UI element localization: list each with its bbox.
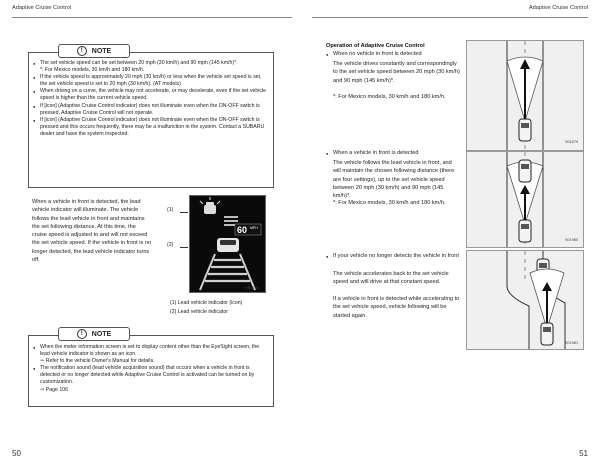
note-2-title: NOTE <box>91 330 112 338</box>
section-1-body: The vehicle drives constantly and correspondingly to the set vehicle speed between 20 mph (30 km/h) and 90 mph (145 km/h)*. <box>333 61 460 84</box>
figure-1-callout-2: (2) <box>167 242 174 248</box>
leader-line-1 <box>180 212 188 213</box>
right-header-rule <box>312 17 588 18</box>
section-3-body: The vehicle accelerates back to the set vehicle speed and will drive at that constant speed. <box>333 271 449 286</box>
right-page-number: 51 <box>579 449 588 458</box>
note-1-item: ● If [icon] (Adaptive Cruise Control indicator) does not illuminate even when the ON-OFF switch is pressed, Adaptive Cruise Control will not operate. <box>33 103 269 117</box>
note-2-item: ● The notification sound (lead vehicle acquisition sound) that occurs when a vehicle in front is detected or no longer detected while Adaptive Cruise Control is activated can be turned on by customization. <box>33 365 269 386</box>
note-1-subnote: *: For Mexico models, 30 km/h and 180 km/h. <box>40 67 145 74</box>
figure-code-s01980: S01980 <box>565 238 579 242</box>
lead-vehicle-icon <box>200 197 220 214</box>
figure-1-caption-2: (2) Lead vehicle indicator <box>170 309 228 315</box>
left-body-paragraph: When a vehicle in front is detected, the lead vehicle indicator will illuminate. The vehicle follows the lead vehicle in front and maintains the set following distance. At this time, the cruise speed is adjusted to and will not exceed the set vehicle speed. If the vehicle in front is no longer detected, the lead vehicle indicator turns off. <box>32 199 152 264</box>
section-2-heading: ● When a vehicle in front is detected <box>326 150 461 157</box>
figure-1-code: HB1794 <box>245 286 259 290</box>
diagram-no-longer-detected <box>466 250 584 350</box>
note-box-2 <box>28 335 274 407</box>
note-1-item: ● If [icon] (Adaptive Cruise Control indicator) does not illuminate even when the ON-OFF switch is pressed and this occurs frequently, there may be a malfunction in the system. Contact a SUBARU dealer and have the system inspected. <box>33 117 269 138</box>
section-1-note: *: For Mexico models, 30 km/h and 180 km/h. <box>333 94 446 100</box>
diagram-vehicle-detected <box>466 151 584 248</box>
section-3-note: If a vehicle in front is detected while accelerating to the set vehicle speed, vehicle following will be started again. <box>333 296 460 319</box>
section-title: Operation of Adaptive Cruise Control <box>326 43 425 49</box>
meter-display-figure <box>189 195 266 293</box>
left-header-rule <box>12 17 292 18</box>
section-2-body: The vehicle follows the lead vehicle in front, and will maintain the chosen following distance (there are four settings), up to the set vehicle speed between 20 mph (30 km/h) and 90 mph (145 km/h)*. <box>333 160 455 200</box>
figure-code-s01981: S01981 <box>565 341 579 345</box>
note-2-list <box>33 344 269 394</box>
note-1-item: ● If the vehicle speed is approximately 20 mph (30 km/h) or less when the vehicle set speed is set, the set vehicle speed is set to 20 mph (30 km/h). (AT models) <box>33 74 269 88</box>
note-2-reference: ⇒ Refer to the vehicle Owner's Manual for details. <box>33 358 269 365</box>
diagram-no-vehicle <box>466 40 584 151</box>
info-icon: ! <box>77 46 87 56</box>
note-2-item: ● When the meter information screen is set to display content other than the EyeSight screen, the lead vehicle indicator is shown as an icon. <box>33 344 269 358</box>
note-box-1 <box>28 52 274 188</box>
right-page-header: Adaptive Cruise Control <box>528 5 588 11</box>
section-1-heading: ● When no vehicle in front is detected <box>326 51 461 58</box>
info-icon: ! <box>77 329 87 339</box>
note-1-item: ● When driving on a curve, the vehicle may not accelerate, or may decelerate, even if the set vehicle speed is higher than the current vehicle speed. <box>33 88 269 102</box>
figure-1-callout-1: (1) <box>167 207 174 213</box>
leader-line-2 <box>180 247 188 248</box>
note-2-page-reference: ⇒ Page 106 <box>33 387 269 394</box>
meter-display-graphic <box>190 196 265 292</box>
left-page-number: 50 <box>12 449 21 458</box>
note-1-list <box>33 60 269 138</box>
speed-unit: MPH <box>250 226 258 230</box>
note-1-label <box>58 44 130 58</box>
section-2-note: *: For Mexico models, 30 km/h and 180 km/h. <box>333 200 446 206</box>
note-2-label <box>58 327 130 341</box>
figure-code-s01979: S01979 <box>565 140 579 144</box>
figure-1-caption-1: (1) Lead vehicle indicator (icon) <box>170 300 243 306</box>
speed-value: 60 <box>237 225 248 235</box>
left-page-header: Adaptive Cruise Control <box>12 5 72 11</box>
note-1-title: NOTE <box>91 47 112 55</box>
section-3-heading: ● If your vehicle no longer detects the vehicle in front <box>326 253 461 260</box>
note-1-item: ● The set vehicle speed can be set between 20 mph (30 km/h) and 90 mph (145 km/h)*. <box>33 60 269 67</box>
